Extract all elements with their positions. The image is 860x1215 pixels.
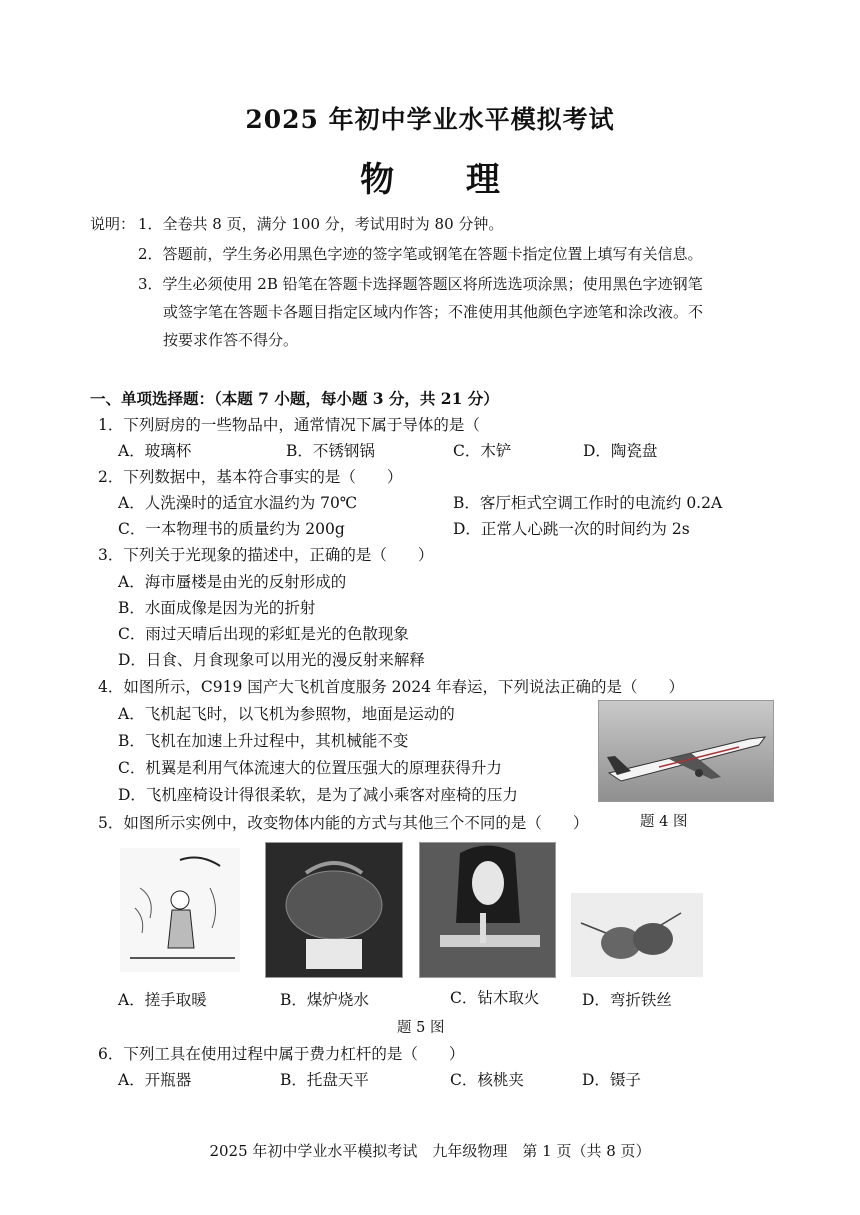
q4-figure-caption: 题 4 图: [640, 814, 688, 830]
q1-option-c: C．木铲: [453, 442, 512, 460]
q6-option-c: C．核桃夹: [450, 1071, 524, 1089]
instruction-item-3-cont: 或签字笔在答题卡各题目指定区域内作答；不准使用其他颜色字迹笔和涂改液。不: [163, 303, 704, 321]
drilling-wood-photo: [419, 842, 556, 978]
instruction-item-3: 3．学生必须使用 2B 铅笔在答题卡选择题答题区将所选选项涂黑；使用黑色字迹钢笔: [138, 275, 703, 293]
q1-option-b: B．不锈钢锅: [286, 442, 375, 460]
exam-title: 2025 年初中学业水平模拟考试: [245, 105, 615, 134]
q3-option-d: D．日食、月食现象可以用光的漫反射来解释: [118, 651, 425, 669]
q5-option-a: A．搓手取暖: [118, 991, 207, 1009]
q5-figure-caption: 题 5 图: [397, 1020, 445, 1036]
q6-option-a: A．开瓶器: [118, 1071, 192, 1089]
q6-option-d: D．镊子: [582, 1071, 641, 1089]
q6-option-b: B．托盘天平: [280, 1071, 369, 1089]
q5-option-c: C．钻木取火: [450, 989, 540, 1007]
instruction-item-1: 1．全卷共 8 页，满分 100 分，考试用时为 80 分钟。: [138, 215, 504, 233]
instructions-label: 说明：: [90, 215, 136, 233]
instruction-item-2: 2．答题前，学生务必用黑色字迹的签字笔或钢笔在答题卡指定位置上填写有关信息。: [138, 245, 703, 263]
q5-option-d: D．弯折铁丝: [582, 991, 672, 1009]
q1-stem: 1．下列厨房的一些物品中，通常情况下属于导体的是（: [98, 416, 480, 434]
instruction-item-3-end: 按要求作答不得分。: [163, 331, 299, 349]
q5-stem: 5．如图所示实例中，改变物体内能的方式与其他三个不同的是（ ）: [98, 814, 589, 832]
bending-wire-photo: [571, 893, 703, 977]
coal-stove-kettle-photo: [265, 842, 403, 978]
rubbing-hands-illustration: [120, 848, 240, 972]
q4-stem: 4．如图所示，C919 国产大飞机首度服务 2024 年春运，下列说法正确的是（ ）: [98, 678, 685, 696]
q2-option-a: A．人洗澡时的适宜水温约为 70℃: [118, 494, 358, 512]
section-1-title: 一、单项选择题：（本题 7 小题，每小题 3 分，共 21 分）: [90, 389, 499, 408]
q5-option-b: B．煤炉烧水: [280, 991, 369, 1009]
q6-stem: 6．下列工具在使用过程中属于费力杠杆的是（ ）: [98, 1045, 465, 1063]
q4-option-b: B．飞机在加速上升过程中，其机械能不变: [118, 732, 409, 750]
page-footer: 2025 年初中学业水平模拟考试 九年级物理 第 1 页（共 8 页）: [209, 1142, 651, 1160]
subject-title: 物 理: [360, 160, 530, 200]
q3-option-c: C．雨过天晴后出现的彩虹是光的色散现象: [118, 625, 409, 643]
q3-stem: 3．下列关于光现象的描述中，正确的是（ ）: [98, 546, 434, 564]
q3-option-b: B．水面成像是因为光的折射: [118, 599, 316, 617]
q3-option-a: A．海市蜃楼是由光的反射形成的: [118, 573, 347, 591]
q1-option-a: A．玻璃杯: [118, 442, 192, 460]
q1-option-d: D．陶瓷盘: [583, 442, 658, 460]
q2-stem: 2．下列数据中，基本符合事实的是（ ）: [98, 468, 403, 486]
airplane-photo: [598, 700, 774, 802]
airplane-icon: [599, 701, 773, 801]
q2-option-d: D．正常人心跳一次的时间约为 2s: [453, 520, 690, 538]
q4-option-c: C．机翼是利用气体流速大的位置压强大的原理获得升力: [118, 759, 502, 777]
q2-option-b: B．客厅柜式空调工作时的电流约 0.2A: [453, 494, 723, 512]
q4-option-d: D．飞机座椅设计得很柔软，是为了减小乘客对座椅的压力: [118, 786, 518, 804]
q4-option-a: A．飞机起飞时，以飞机为参照物，地面是运动的: [118, 705, 455, 723]
q2-option-c: C．一本物理书的质量约为 200g: [118, 520, 345, 538]
